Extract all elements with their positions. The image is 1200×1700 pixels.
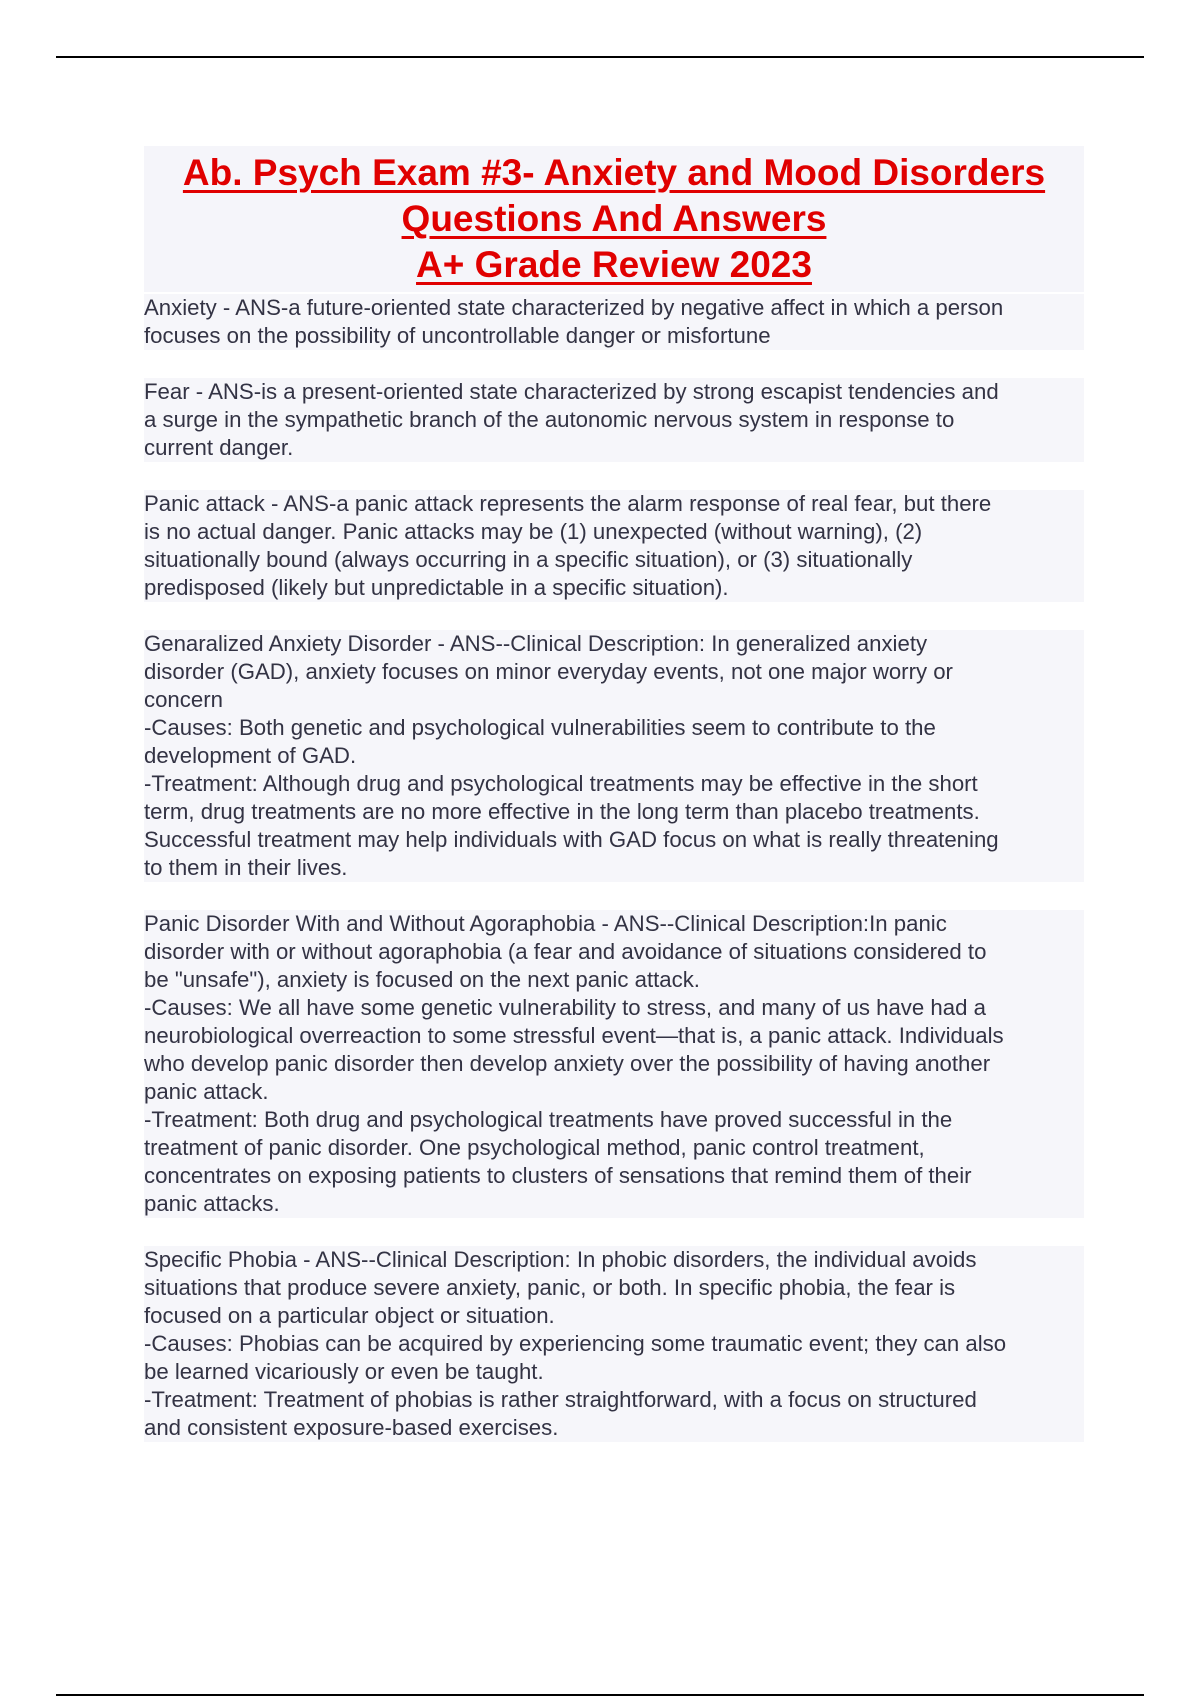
qa-text-line: to them in their lives. bbox=[144, 854, 1084, 882]
qa-text-line: panic attack. bbox=[144, 1078, 1084, 1106]
qa-text-line: disorder (GAD), anxiety focuses on minor everyday events, not one major worry or bbox=[144, 658, 1084, 686]
qa-entry bbox=[144, 1246, 1084, 1442]
qa-text-line: -Causes: Both genetic and psychological vulnerabilities seem to contribute to the bbox=[144, 714, 1084, 742]
qa-entry bbox=[144, 378, 1084, 462]
qa-text-line: -Treatment: Both drug and psychological treatments have proved successful in the bbox=[144, 1106, 1084, 1134]
qa-text-line: -Treatment: Although drug and psychological treatments may be effective in the short bbox=[144, 770, 1084, 798]
qa-text-line: Panic attack - ANS-a panic attack represents the alarm response of real fear, but there bbox=[144, 490, 1084, 518]
qa-text-line: -Causes: Phobias can be acquired by experiencing some traumatic event; they can also bbox=[144, 1330, 1084, 1358]
qa-text-line: -Treatment: Treatment of phobias is rather straightforward, with a focus on structured bbox=[144, 1386, 1084, 1414]
qa-text-line: situations that produce severe anxiety, panic, or both. In specific phobia, the fear is bbox=[144, 1274, 1084, 1302]
qa-text-line: be learned vicariously or even be taught. bbox=[144, 1358, 1084, 1386]
qa-entry bbox=[144, 490, 1084, 602]
qa-entry bbox=[144, 910, 1084, 1218]
qa-text-line: Fear - ANS-is a present-oriented state characterized by strong escapist tendencies and bbox=[144, 378, 1084, 406]
qa-text-line: Genaralized Anxiety Disorder - ANS--Clinical Description: In generalized anxiety bbox=[144, 630, 1084, 658]
qa-text-line: concern bbox=[144, 686, 1084, 714]
qa-text-line: Anxiety - ANS-a future-oriented state characterized by negative affect in which a person bbox=[144, 294, 1084, 322]
title-line: A+ Grade Review 2023 bbox=[416, 244, 812, 285]
qa-entry bbox=[144, 294, 1084, 350]
title-line: Ab. Psych Exam #3- Anxiety and Mood Disorders bbox=[182, 152, 1046, 193]
qa-text-line: current danger. bbox=[144, 434, 1084, 462]
qa-text-line: who develop panic disorder then develop anxiety over the possibility of having another bbox=[144, 1050, 1084, 1078]
qa-text-line: development of GAD. bbox=[144, 742, 1084, 770]
bottom-rule bbox=[56, 1694, 1144, 1696]
qa-text-line: be "unsafe"), anxiety is focused on the next panic attack. bbox=[144, 966, 1084, 994]
qa-text-line: a surge in the sympathetic branch of the autonomic nervous system in response to bbox=[144, 406, 1084, 434]
qa-text-line: Successful treatment may help individuals with GAD focus on what is really threatening bbox=[144, 826, 1084, 854]
document-page bbox=[144, 146, 1084, 1470]
qa-text-line: -Causes: We all have some genetic vulnerability to stress, and many of us have had a bbox=[144, 994, 1084, 1022]
qa-text-line: disorder with or without agoraphobia (a fear and avoidance of situations considered to bbox=[144, 938, 1084, 966]
qa-text-line: and consistent exposure-based exercises. bbox=[144, 1414, 1084, 1442]
qa-text-line: panic attacks. bbox=[144, 1190, 1084, 1218]
qa-text-line: treatment of panic disorder. One psychological method, panic control treatment, bbox=[144, 1134, 1084, 1162]
qa-text-line: focuses on the possibility of uncontrollable danger or misfortune bbox=[144, 322, 1084, 350]
title-line: Questions And Answers bbox=[401, 198, 827, 239]
qa-text-line: predisposed (likely but unpredictable in a specific situation). bbox=[144, 574, 1084, 602]
qa-text-line: Panic Disorder With and Without Agoraphobia - ANS--Clinical Description:In panic bbox=[144, 910, 1084, 938]
qa-text-line: focused on a particular object or situation. bbox=[144, 1302, 1084, 1330]
qa-text-line: neurobiological overreaction to some stressful event—that is, a panic attack. Individuals bbox=[144, 1022, 1084, 1050]
qa-text-line: is no actual danger. Panic attacks may be (1) unexpected (without warning), (2) bbox=[144, 518, 1084, 546]
qa-text-line: term, drug treatments are no more effective in the long term than placebo treatments. bbox=[144, 798, 1084, 826]
qa-text-line: Specific Phobia - ANS--Clinical Description: In phobic disorders, the individual avoids bbox=[144, 1246, 1084, 1274]
top-rule bbox=[56, 56, 1144, 58]
qa-text-line: concentrates on exposing patients to clusters of sensations that remind them of their bbox=[144, 1162, 1084, 1190]
qa-list bbox=[144, 294, 1084, 1442]
qa-entry bbox=[144, 630, 1084, 882]
qa-text-line: situationally bound (always occurring in a specific situation), or (3) situationally bbox=[144, 546, 1084, 574]
document-title bbox=[144, 146, 1084, 292]
